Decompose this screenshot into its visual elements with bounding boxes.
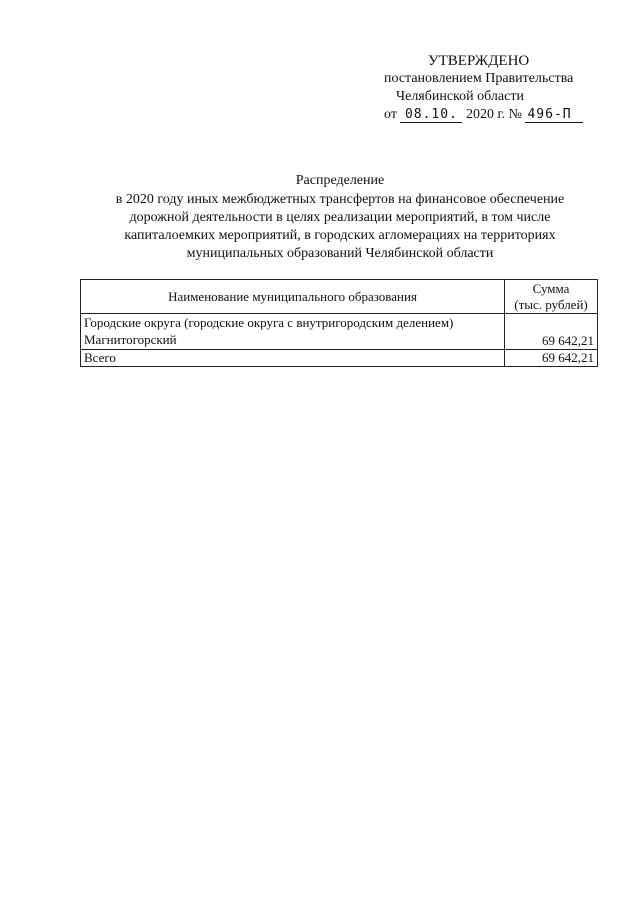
header-name: Наименование муниципального образования xyxy=(81,280,505,314)
total-label: Всего xyxy=(81,350,505,367)
approval-number: 496-П xyxy=(525,107,583,123)
approval-year: 2020 г. № xyxy=(465,107,522,122)
approval-authority: постановлением Правительства xyxy=(384,71,574,86)
approval-region: Челябинской области xyxy=(396,89,524,104)
title-line-1: в 2020 году иных межбюджетных трансфертов на финансовое обеспечение xyxy=(115,192,565,207)
header-sum xyxy=(505,280,598,314)
distribution-table xyxy=(80,279,598,367)
total-sum: 69 642,21 xyxy=(505,350,598,367)
approval-heading: УТВЕРЖДЕНО xyxy=(428,53,530,69)
approval-prefix: от xyxy=(384,107,397,122)
row-sum: 69 642,21 xyxy=(505,331,598,350)
title-line-4: муниципальных образований Челябинской области xyxy=(186,246,494,261)
approval-stamp xyxy=(372,52,612,124)
table-row xyxy=(81,331,598,350)
document-title xyxy=(80,172,600,263)
approval-date: 08.10. xyxy=(400,107,462,123)
title-line-2: дорожной деятельности в целях реализации мероприятий, в том числе xyxy=(129,210,551,225)
approval-date-line xyxy=(372,106,612,124)
total-row xyxy=(81,350,598,367)
category-sum-cell xyxy=(505,314,598,332)
category-row xyxy=(81,314,598,332)
header-sum-line-1: Сумма xyxy=(532,280,570,296)
title-heading: Распределение xyxy=(295,173,385,188)
row-name: Магнитогорский xyxy=(81,331,505,350)
category-label: Городские округа (городские округа с внутригородским делением) xyxy=(81,314,505,332)
header-sum-line-2: (тыс. рублей) xyxy=(514,296,588,312)
title-line-3: капиталоемких мероприятий, в городских агломерациях на территориях xyxy=(124,228,556,243)
table-header-row xyxy=(81,280,598,314)
